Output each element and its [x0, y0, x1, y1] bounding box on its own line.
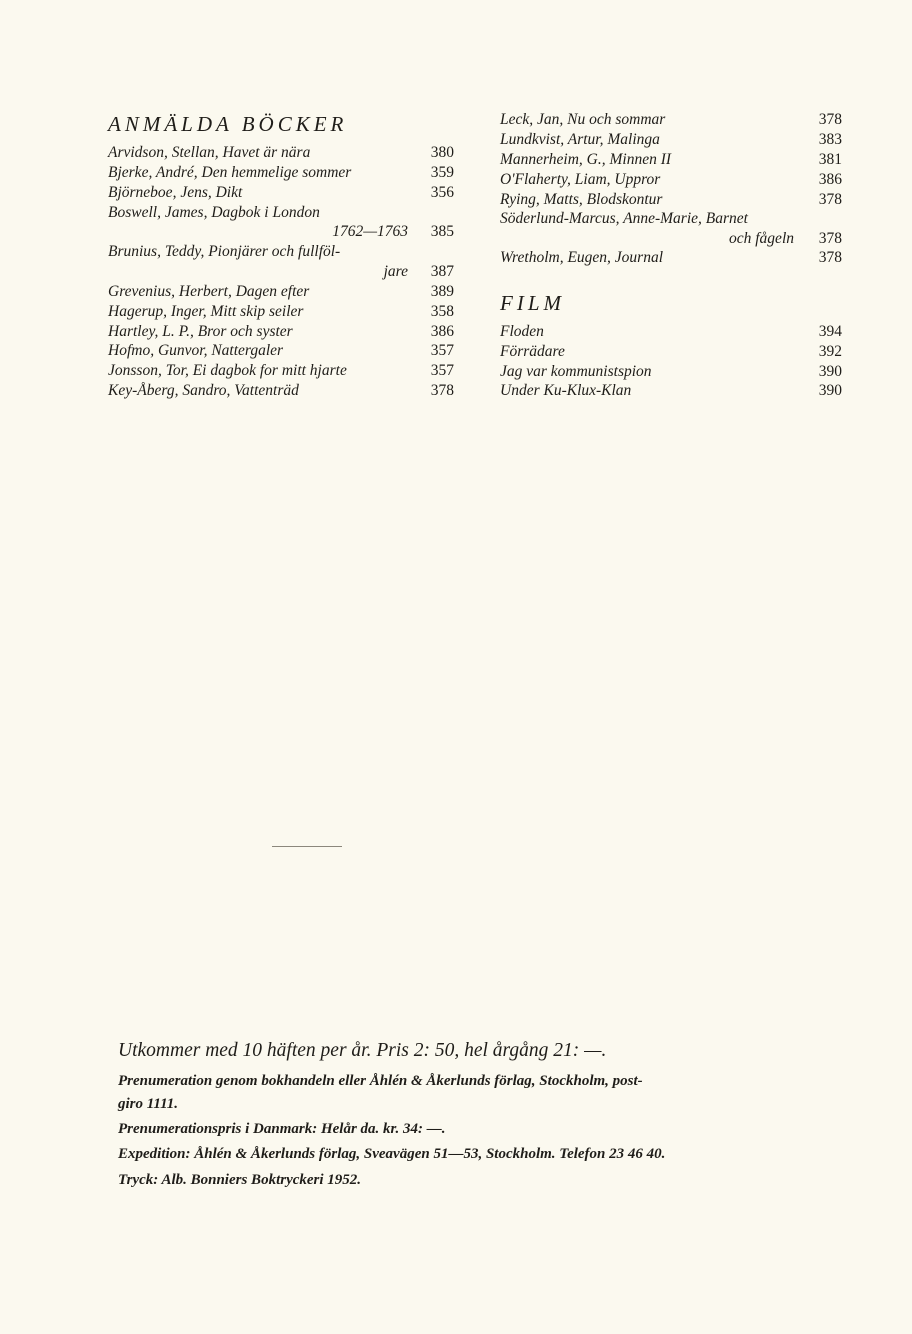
entry-page: 387 [430, 263, 454, 280]
entry-title: och fågeln [729, 230, 794, 247]
film-entry [500, 322, 846, 342]
entry-page: 359 [430, 164, 454, 181]
entry-title: Lundkvist, Artur, Malinga [500, 131, 660, 148]
subscription-line-1: Prenumeration genom bokhandeln eller Åhlén & Åkerlunds förlag, Stockholm, post- [118, 1073, 643, 1089]
entry-title: Hartley, L. P., Bror och syster [108, 323, 293, 340]
index-entry [108, 143, 460, 163]
index-entry [108, 322, 460, 342]
divider-rule [272, 846, 342, 847]
entry-title: Wretholm, Eugen, Journal [500, 249, 664, 266]
entry-page: 378 [818, 249, 842, 266]
entry-title: Key-Åberg, Sandro, Vattenträd [108, 382, 299, 399]
index-entry [500, 209, 846, 229]
expedition-line: Expedition: Åhlén & Åkerlunds förlag, Sveavägen 51—53, Stockholm. Telefon 23 46 40. [118, 1146, 666, 1162]
index-entry [500, 110, 846, 130]
entry-title: Förrädare [500, 343, 565, 360]
entry-page: 389 [430, 283, 454, 300]
entry-page: 378 [430, 382, 454, 399]
entry-page: 390 [818, 382, 842, 399]
entry-title: Hagerup, Inger, Mitt skip seiler [108, 303, 304, 320]
entry-title: Floden [500, 323, 544, 340]
printer-line: Tryck: Alb. Bonniers Boktryckeri 1952. [118, 1172, 362, 1188]
index-entry [108, 381, 460, 401]
entry-title: Jag var kommunistspion [500, 363, 652, 380]
entry-title: 1762—1763 [332, 223, 408, 240]
entry-title: Arvidson, Stellan, Havet är nära [108, 144, 311, 161]
entry-page: 356 [430, 184, 454, 201]
index-entry [500, 190, 846, 210]
entry-title: O'Flaherty, Liam, Uppror [500, 171, 661, 188]
index-entry [500, 150, 846, 170]
index-entry [500, 170, 846, 190]
film-entry [500, 362, 846, 382]
entry-page: 386 [430, 323, 454, 340]
entry-title: Rying, Matts, Blodskontur [500, 191, 663, 208]
entry-page: 357 [430, 362, 454, 379]
entry-title: Söderlund-Marcus, Anne-Marie, Barnet [500, 210, 748, 227]
entry-title: Bjerke, André, Den hemmelige sommer [108, 164, 352, 181]
entry-page: 383 [818, 131, 842, 148]
index-entry-continuation [108, 222, 460, 242]
entry-title: jare [383, 263, 408, 280]
index-entry-continuation [500, 229, 846, 249]
entry-title: Boswell, James, Dagbok i London [108, 204, 320, 221]
index-entry [108, 183, 460, 203]
entry-page: 390 [818, 363, 842, 380]
film-entry [500, 381, 846, 401]
entry-page: 378 [818, 111, 842, 128]
entry-page: 394 [818, 323, 842, 340]
index-entry [108, 163, 460, 183]
entry-title: Leck, Jan, Nu och sommar [500, 111, 666, 128]
index-entry [108, 341, 460, 361]
entry-title: Grevenius, Herbert, Dagen efter [108, 283, 310, 300]
entry-page: 378 [818, 191, 842, 208]
entry-page: 378 [818, 230, 842, 247]
price-headline: Utkommer med 10 häften per år. Pris 2: 50, hel årgång 21: —. [118, 1040, 607, 1061]
entry-page: 380 [430, 144, 454, 161]
entry-page: 385 [430, 223, 454, 240]
index-entry [500, 248, 846, 268]
entry-page: 358 [430, 303, 454, 320]
entry-title: Jonsson, Tor, Ei dagbok for mitt hjarte [108, 362, 347, 379]
index-entry [108, 282, 460, 302]
entry-title: Hofmo, Gunvor, Nattergaler [108, 342, 284, 359]
index-entry [108, 242, 460, 262]
entry-title: Mannerheim, G., Minnen II [500, 151, 672, 168]
denmark-price-line: Prenumerationspris i Danmark: Helår da. kr. 34: —. [118, 1121, 446, 1137]
index-entry [500, 130, 846, 150]
index-entry [108, 361, 460, 381]
section-heading-film: FILM [500, 291, 565, 315]
entry-title: Brunius, Teddy, Pionjärer och fullföl- [108, 243, 341, 260]
subscription-line-2: giro 1111. [118, 1096, 179, 1112]
entry-page: 381 [818, 151, 842, 168]
entry-page: 357 [430, 342, 454, 359]
index-entry [108, 203, 460, 223]
entry-title: Björneboe, Jens, Dikt [108, 184, 243, 201]
film-entry [500, 342, 846, 362]
entry-title: Under Ku-Klux-Klan [500, 382, 632, 399]
entry-page: 392 [818, 343, 842, 360]
index-entry [108, 302, 460, 322]
index-entry-continuation [108, 262, 460, 282]
entry-page: 386 [818, 171, 842, 188]
section-heading-books: ANMÄLDA BÖCKER [108, 112, 348, 136]
